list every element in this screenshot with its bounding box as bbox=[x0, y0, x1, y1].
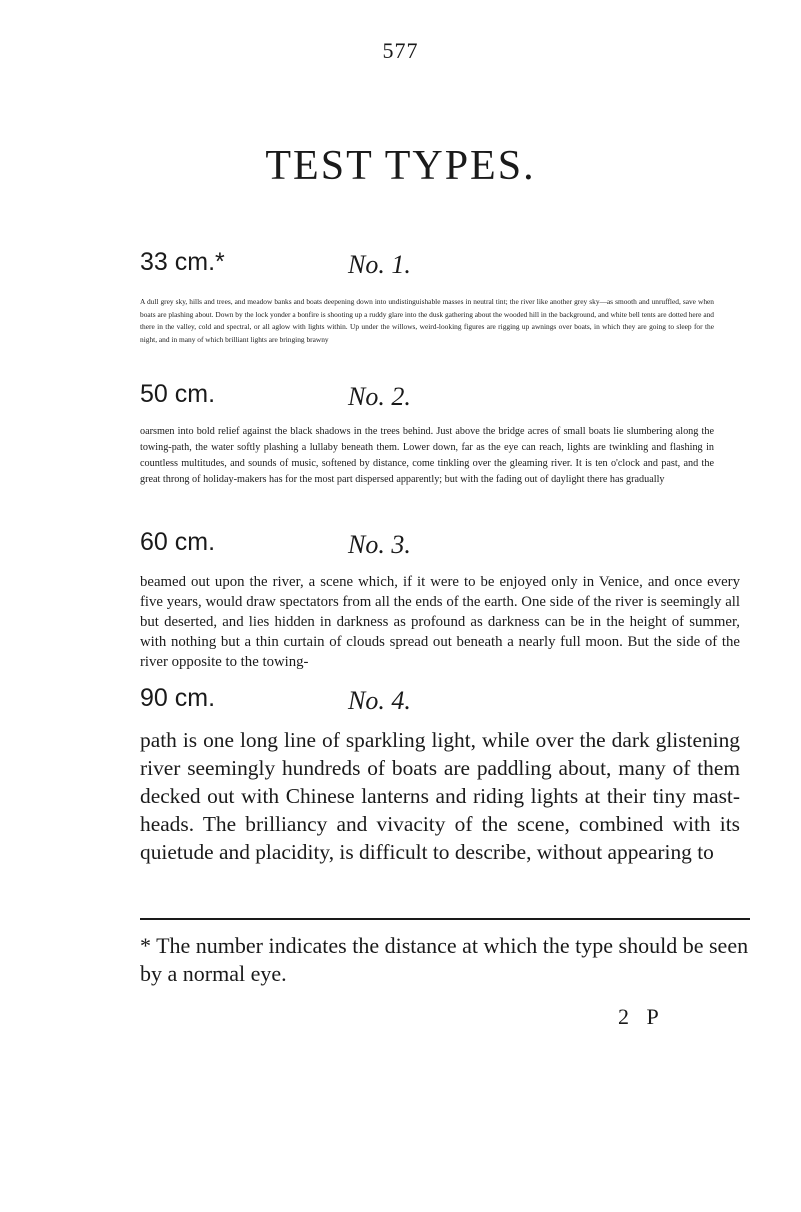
reading-distance: 60 cm. bbox=[140, 528, 216, 556]
section-header bbox=[0, 528, 801, 558]
section-number: No. 1. bbox=[348, 250, 411, 279]
section-header bbox=[0, 380, 801, 410]
test-type-section-3 bbox=[0, 528, 801, 670]
reading-distance: 33 cm.* bbox=[140, 248, 225, 276]
sample-paragraph: beamed out upon the river, a scene which, if it were to be enjoyed only in Venice, and once every five years, would draw spectators from all the ends of the earth. One side of the river is seemingly all but deserted, and lies hidden in darkness as profound as darkness can be in the height of summer, with nothing but a thin curtain of clouds spread out beneath a nearly full moon. But the side of the river opposite to the towing- bbox=[140, 574, 740, 670]
sample-paragraph: path is one long line of sparkling light, while over the dark glistening river seemingly hundreds of boats are paddling about, many of them decked out with Chinese lanterns and riding lights at their tiny mast-heads. The brilliancy and vivacity of the scene, combined with its quietude and placidity, is difficult to describe, without appearing to bbox=[140, 728, 740, 864]
test-type-section-1 bbox=[0, 248, 801, 344]
test-type-section-4 bbox=[0, 684, 801, 864]
page-number: 577 bbox=[382, 38, 419, 63]
test-type-section-2 bbox=[0, 380, 801, 485]
reading-distance: 50 cm. bbox=[140, 380, 216, 408]
sample-paragraph: A dull grey sky, hills and trees, and meadow banks and boats deepening down into undistinguishable masses in neutral tint; the river like another grey sky—as smooth and unruffled, save when boats are plashing about. Down by the lock yonder a bonfire is shooting up a ruddy glare into the dusk gathering about the wooded hill in the background, and white bell tents are dotted here and there in the valley, cold and spectral, or all aglow with lights within. Up under the willows, weird-looking figures are rigging up awnings over boats, in which they are going to sleep for the night, and in many of which brilliant lights are bringing brawny bbox=[140, 297, 714, 344]
section-header bbox=[0, 248, 801, 278]
signature-mark: 2 P bbox=[618, 1004, 665, 1029]
section-header bbox=[0, 684, 801, 714]
section-number: No. 3. bbox=[348, 530, 411, 559]
footnote: * The number indicates the distance at which the type should be seen by a normal eye. bbox=[140, 918, 750, 988]
section-number: No. 2. bbox=[348, 382, 411, 411]
section-number: No. 4. bbox=[348, 686, 411, 715]
sample-paragraph: oarsmen into bold relief against the black shadows in the trees behind. Just above the bridge acres of small boats lie slumbering along the towing-path, the water softly plashing a lullaby beneath them. Lower down, far as the eye can reach, lights are twinkling and flashing in countless multitudes, and sounds of music, softened by distance, come tinkling over the gleaming river. It is ten o'clock and past, and the great throng of holiday-makers has for the most part dispersed apparently; but with the fading out of daylight there has gradually bbox=[140, 426, 714, 485]
reading-distance: 90 cm. bbox=[140, 684, 216, 712]
page-title: TEST TYPES. bbox=[265, 143, 536, 189]
